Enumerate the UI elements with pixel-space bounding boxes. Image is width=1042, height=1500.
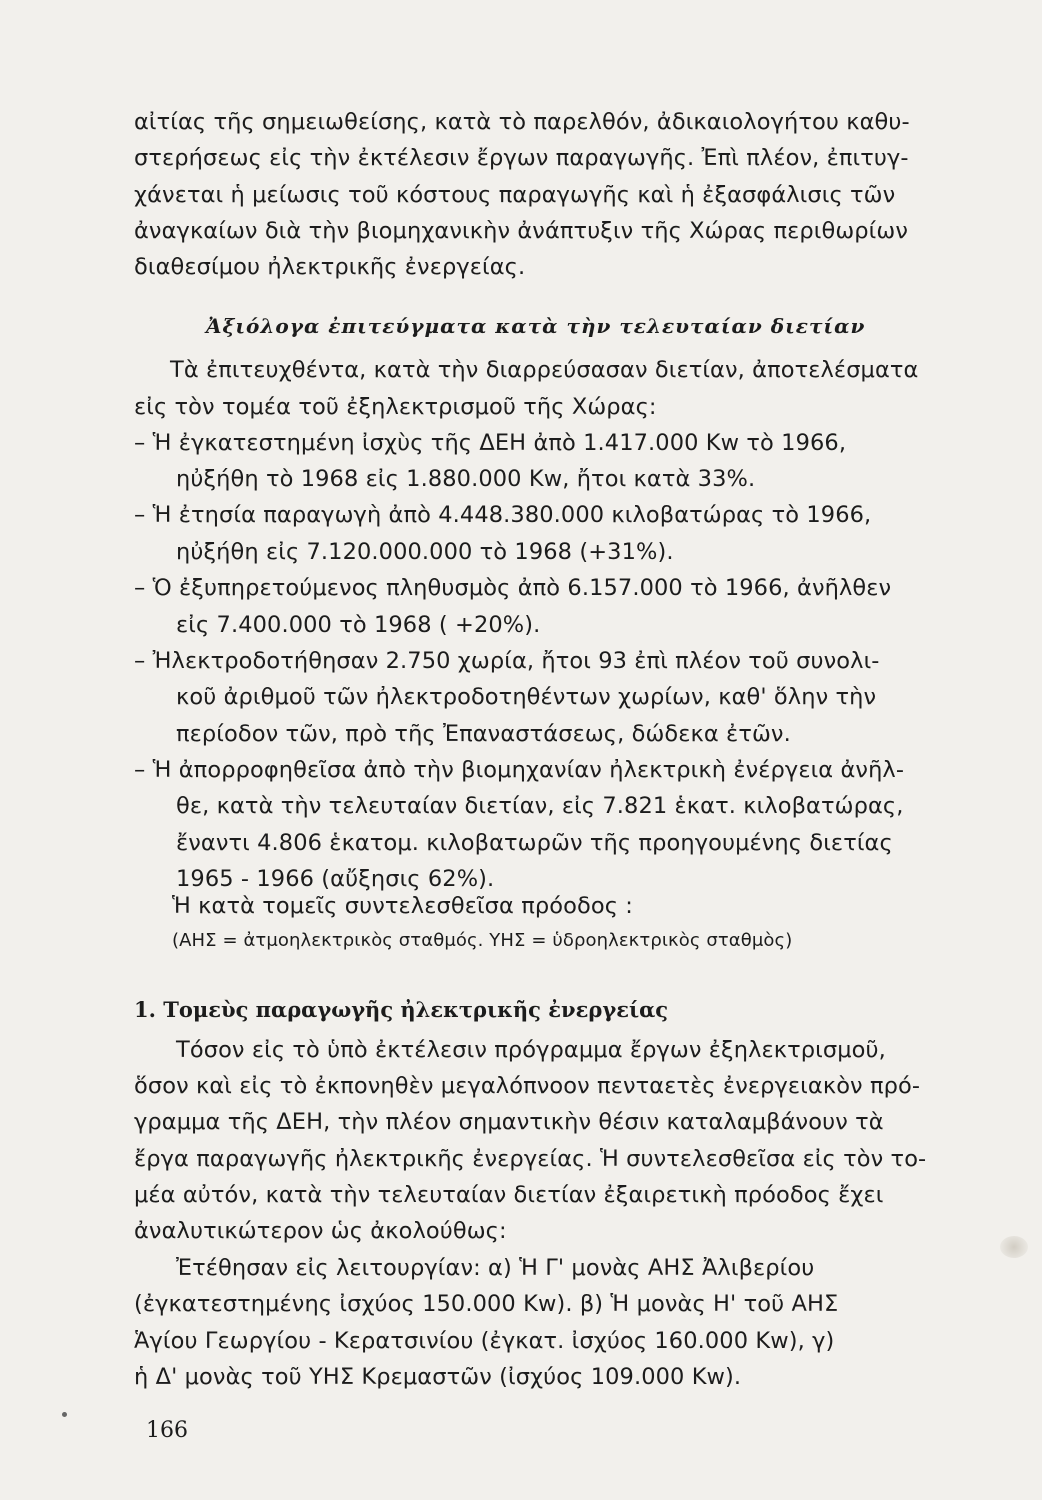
text-line: Ἐτέθησαν εἰς λειτουργίαν: α) Ἡ Γ' μονὰς ΑΗΣ Ἀλιβερίου — [176, 1255, 815, 1281]
text-line: ὅσον καὶ εἰς τὸ ἐκπονηθὲν μεγαλόπνοον πενταετὲς ἐνεργειακὸν πρό- — [134, 1073, 921, 1099]
text-line: ἔργα παραγωγῆς ἠλεκτρικῆς ἐνεργείας. Ἡ συντελεσθεῖσα εἰς τὸν το- — [134, 1146, 927, 1172]
list-item: – Ἠλεκτροδοτήθησαν 2.750 χωρία, ἤτοι 93 ἐπὶ πλέον τοῦ συνολι- — [134, 648, 880, 674]
text-line: (ἐγκατεστημένης ἰσχύος 150.000 Kw). β) Ἡ μονὰς Η' τοῦ ΑΗΣ — [134, 1291, 839, 1317]
text-line: χάνεται ἡ μείωσις τοῦ κόστους παραγωγῆς καὶ ἡ ἐξασφάλισις τῶν — [134, 182, 896, 208]
text-line: στερήσεως εἰς τὴν ἐκτέλεσιν ἔργων παραγωγῆς. Ἐπὶ πλέον, ἐπιτυγ- — [134, 145, 909, 171]
page-smudge — [1000, 1236, 1028, 1258]
ink-dot — [62, 1412, 67, 1417]
list-item-continuation: περίοδον τῶν, πρὸ τῆς Ἐπαναστάσεως, δώδεκα ἐτῶν. — [176, 721, 791, 747]
achievements-heading: Ἀξιόλογα ἐπιτεύγματα κατὰ τὴν τελευταίαν διετίαν — [206, 314, 866, 338]
list-item: – Ἡ ἐγκατεστημένη ἰσχὺς τῆς ΔΕΗ ἀπὸ 1.417.000 Kw τὸ 1966, — [134, 430, 847, 456]
text-line: ἀναλυτικώτερον ὡς ἀκολούθως: — [134, 1218, 507, 1244]
text-line: ἡ Δ' μονὰς τοῦ ΥΗΣ Κρεμαστῶν (ἰσχύος 109.000 Kw). — [134, 1364, 742, 1390]
text-line: εἰς τὸν τομέα τοῦ ἐξηλεκτρισμοῦ τῆς Χώρας: — [134, 394, 657, 420]
list-item-continuation: θε, κατὰ τὴν τελευταίαν διετίαν, εἰς 7.821 ἑκατ. κιλοβατώρας, — [176, 793, 904, 819]
list-item-continuation: 1965 - 1966 (αὔξησις 62%). — [176, 866, 495, 892]
page-number: 166 — [146, 1418, 188, 1443]
text-line: Ἁγίου Γεωργίου - Κερατσινίου (ἐγκατ. ἰσχύος 160.000 Kw), γ) — [134, 1328, 835, 1354]
text-line: Τὰ ἐπιτευχθέντα, κατὰ τὴν διαρρεύσασαν διετίαν, ἀποτελέσματα — [170, 357, 919, 383]
text-line: αἰτίας τῆς σημειωθείσης, κατὰ τὸ παρελθόν, ἀδικαιολογήτου καθυ- — [134, 109, 910, 135]
section-1-heading: 1. Τομεὺς παραγωγῆς ἠλεκτρικῆς ἐνεργείας — [134, 997, 669, 1022]
text-line: ἀναγκαίων διὰ τὴν βιομηχανικὴν ἀνάπτυξιν τῆς Χώρας περιθωρίων — [134, 218, 908, 244]
list-item-continuation: κοῦ ἀριθμοῦ τῶν ἠλεκτροδοτηθέντων χωρίων, καθ' ὅλην τὴν — [176, 684, 877, 710]
list-item: – Ἡ ἀπορροφηθεῖσα ἀπὸ τὴν βιομηχανίαν ἠλεκτρικὴ ἐνέργεια ἀνῆλ- — [134, 757, 905, 783]
list-item-continuation: ηὐξήθη εἰς 7.120.000.000 τὸ 1968 (+31%). — [176, 539, 674, 565]
progress-line: Ἡ κατὰ τομεῖς συντελεσθεῖσα πρόοδος : — [172, 893, 633, 919]
list-item: – Ὁ ἐξυπηρετούμενος πληθυσμὸς ἀπὸ 6.157.000 τὸ 1966, ἀνῆλθεν — [134, 575, 892, 601]
abbreviation-legend: (ΑΗΣ = ἀτμοηλεκτρικὸς σταθμός. ΥΗΣ = ὑδροηλεκτρικὸς σταθμὸς) — [172, 930, 793, 951]
text-line: μέα αὐτόν, κατὰ τὴν τελευταίαν διετίαν ἐξαιρετικὴ πρόοδος ἔχει — [134, 1182, 884, 1208]
list-item-continuation: ἔναντι 4.806 ἑκατομ. κιλοβατωρῶν τῆς προηγουμένης διετίας — [176, 830, 893, 856]
list-item-continuation: εἰς 7.400.000 τὸ 1968 ( +20%). — [176, 612, 541, 638]
list-item: – Ἡ ἐτησία παραγωγὴ ἀπὸ 4.448.380.000 κιλοβατώρας τὸ 1966, — [134, 502, 872, 528]
text-line: Τόσον εἰς τὸ ὑπὸ ἐκτέλεσιν πρόγραμμα ἔργων ἐξηλεκτρισμοῦ, — [176, 1037, 886, 1063]
text-line: διαθεσίμου ἠλεκτρικῆς ἐνεργείας. — [134, 254, 526, 280]
list-item-continuation: ηὐξήθη τὸ 1968 εἰς 1.880.000 Kw, ἤτοι κατὰ 33%. — [176, 466, 756, 492]
text-line: γραμμα τῆς ΔΕΗ, τὴν πλέον σημαντικὴν θέσιν καταλαμβάνουν τὰ — [134, 1109, 884, 1135]
